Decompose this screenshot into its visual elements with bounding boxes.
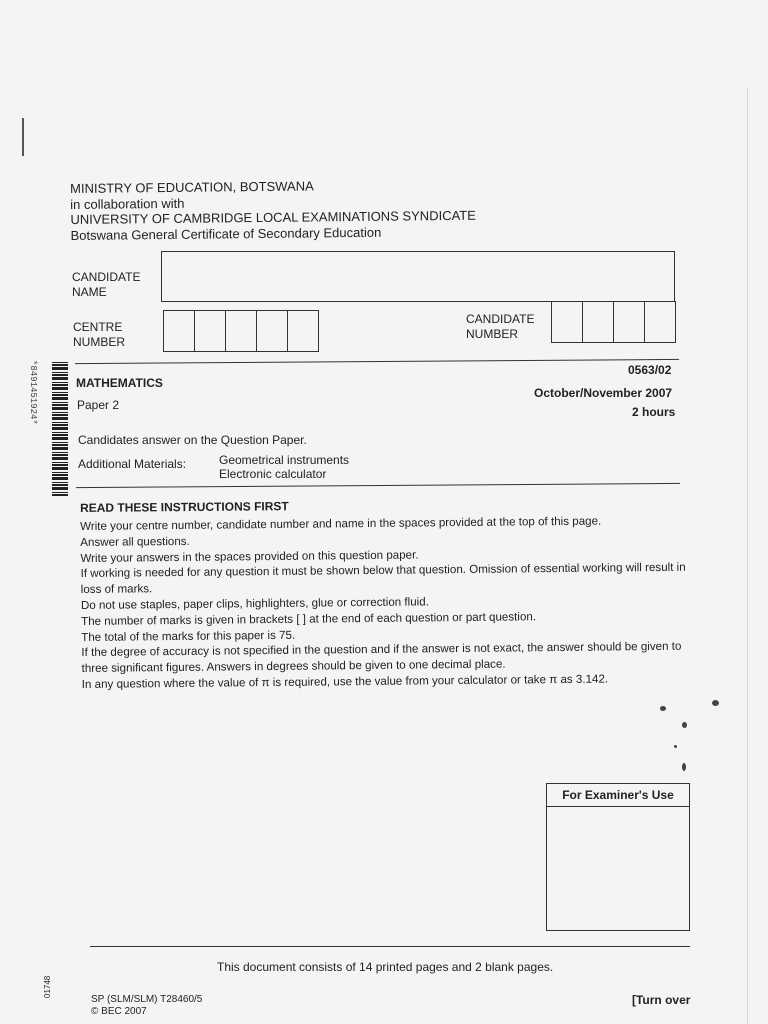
- centre-number-boxes[interactable]: [163, 310, 319, 352]
- instructions-list: [80, 513, 702, 693]
- paper-code: 0563/02: [628, 363, 672, 377]
- footer-codes: [91, 994, 202, 1018]
- candidate-digit-box[interactable]: [614, 302, 645, 342]
- candidate-digit-box[interactable]: [583, 302, 614, 342]
- page-edge: [747, 88, 748, 1024]
- ink-speck: [660, 706, 666, 711]
- divider-top: [75, 359, 679, 364]
- exam-session: October/November 2007: [534, 386, 673, 400]
- centre-number-label: CENTRE NUMBER: [73, 320, 126, 349]
- candidate-name-label: CANDIDATE NAME: [72, 270, 141, 299]
- centre-digit-box[interactable]: [226, 311, 257, 351]
- instruction-item: Answer all questions.: [80, 534, 190, 549]
- centre-digit-box[interactable]: [195, 311, 226, 351]
- material-item: Geometrical instruments: [219, 453, 350, 467]
- margin-mark: [22, 118, 24, 156]
- turn-over-link: [Turn over: [632, 993, 691, 1007]
- exam-header: [70, 177, 476, 243]
- candidate-digit-box[interactable]: [552, 302, 583, 342]
- instruction-item: Write your answers in the spaces provided on this question paper.: [80, 548, 419, 565]
- ink-speck: [674, 745, 677, 748]
- candidate-number-boxes[interactable]: [551, 301, 676, 343]
- ink-speck: [682, 722, 687, 728]
- barcode-number: *8491451924*: [28, 360, 38, 425]
- instruction-item: If the degree of accuracy is not specified in the question and if the answer is not exact, the answer should be given to three significant figures. Answers in degrees should be given to one decimal place.: [81, 640, 682, 676]
- candidate-number-label: CANDIDATE NUMBER: [466, 312, 535, 341]
- examiner-use-box: [546, 783, 690, 931]
- certificate-line: Botswana General Certificate of Secondary Education: [70, 224, 382, 243]
- centre-digit-box[interactable]: [288, 311, 318, 351]
- instruction-item: Write your centre number, candidate number and name in the spaces provided at the top of this page.: [80, 514, 602, 533]
- copyright-notice: © BEC 2007: [91, 1006, 147, 1017]
- examiner-use-title: For Examiner's Use: [547, 784, 689, 807]
- exam-duration: 2 hours: [632, 405, 676, 419]
- instruction-item: If working is needed for any question it must be shown below that question. Omission of essential working will result in loss of marks.: [80, 561, 686, 597]
- instruction-item: Do not use staples, paper clips, highlighters, glue or correction fluid.: [80, 595, 429, 612]
- instruction-item: In any question where the value of π is required, use the value from your calculator or take π as 3.142.: [81, 672, 609, 691]
- centre-digit-box[interactable]: [164, 311, 195, 351]
- divider-instructions: [76, 483, 680, 488]
- paper-number: Paper 2: [77, 398, 120, 412]
- materials-list: [219, 453, 349, 481]
- side-code: 01748: [43, 975, 52, 998]
- materials-label: Additional Materials:: [78, 457, 187, 471]
- ministry-line: MINISTRY OF EDUCATION, BOTSWANA: [70, 178, 314, 196]
- material-item: Electronic calculator: [219, 467, 327, 481]
- barcode: [52, 360, 68, 496]
- candidate-digit-box[interactable]: [645, 302, 675, 342]
- ink-speck: [712, 700, 719, 706]
- divider-footer: [90, 946, 690, 947]
- candidate-name-box[interactable]: [161, 251, 675, 302]
- page-count-note: This document consists of 14 printed pages and 2 blank pages.: [217, 960, 554, 974]
- answer-on-paper-note: Candidates answer on the Question Paper.: [78, 433, 307, 447]
- subject-title: MATHEMATICS: [76, 376, 163, 390]
- centre-digit-box[interactable]: [257, 311, 288, 351]
- instruction-item: The total of the marks for this paper is 75.: [81, 628, 296, 644]
- ink-speck: [682, 763, 686, 771]
- syndicate-line: UNIVERSITY OF CAMBRIDGE LOCAL EXAMINATIONS SYNDICATE: [70, 207, 476, 227]
- instructions-heading: READ THESE INSTRUCTIONS FIRST: [80, 499, 289, 515]
- document-code: SP (SLM/SLM) T28460/5: [91, 994, 203, 1005]
- instruction-item: The number of marks is given in brackets [ ] at the end of each question or part question.: [81, 610, 537, 628]
- collaboration-line: in collaboration with: [70, 195, 185, 212]
